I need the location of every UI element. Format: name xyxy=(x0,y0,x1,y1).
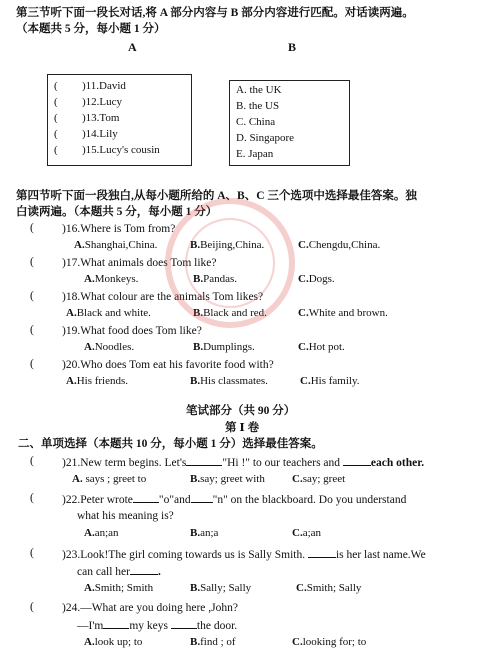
q17-option-c[interactable]: C.Dogs. xyxy=(298,273,335,285)
q22-option-c[interactable]: C.a;an xyxy=(292,527,322,539)
question-23-stem xyxy=(62,547,426,562)
matching-item-a-label: 12.Lucy xyxy=(85,96,123,108)
question-22-stem xyxy=(62,492,406,507)
matching-item-a-label: 15.Lucy's cousin xyxy=(85,144,160,156)
q22-stem-a: )22.Peter wrote xyxy=(62,494,133,506)
q19-option-a[interactable]: A.Noodles. xyxy=(84,341,135,353)
q24-stem2-b: my keys xyxy=(129,620,169,632)
q24-option-c[interactable]: C.looking for; to xyxy=(292,636,367,648)
q17-option-b[interactable]: B.Pandas. xyxy=(193,273,238,285)
answer-paren-open: ( xyxy=(54,128,58,140)
q20-option-a[interactable]: A.His friends. xyxy=(66,375,129,387)
q23-blank-1[interactable] xyxy=(308,547,336,558)
q24-blank-1[interactable] xyxy=(103,618,129,629)
matching-item-b: A. the UK xyxy=(236,84,282,96)
q22-blank-2[interactable] xyxy=(191,492,213,503)
q24-stem2-c: the door. xyxy=(196,620,238,632)
q23-option-a[interactable]: A.Smith; Smith xyxy=(84,582,154,594)
answer-paren: ( xyxy=(30,358,34,370)
answer-paren-open: ( xyxy=(54,112,58,124)
answer-paren: ( xyxy=(30,547,34,559)
answer-paren: ( xyxy=(30,455,34,467)
matching-item-a[interactable] xyxy=(82,80,126,92)
q22-stem-c: "n" on the blackboard. Do you understand xyxy=(212,494,407,506)
q21-option-b[interactable]: B.say; greet with xyxy=(190,473,265,485)
q21-option-c[interactable]: C.say; greet xyxy=(292,473,346,485)
answer-paren: ( xyxy=(30,290,34,302)
answer-paren-close: ) xyxy=(82,80,86,92)
q18-option-b[interactable]: B.Black and red. xyxy=(193,307,267,319)
answer-paren-close: ) xyxy=(82,144,86,156)
q17-option-a[interactable]: A.Monkeys. xyxy=(84,273,139,285)
matching-item-a[interactable] xyxy=(82,144,160,156)
section4-title-cont: 白读两遍。（本题共 5 分，每小题 1 分） xyxy=(16,206,218,218)
answer-paren-close: ) xyxy=(82,128,86,140)
q20-option-c[interactable]: C.His family. xyxy=(300,375,360,387)
q23-option-c[interactable]: C.Smith; Sally xyxy=(296,582,362,594)
question-20-stem: )20.Who does Tom eat his favorite food with? xyxy=(62,359,274,371)
matching-item-b: B. the US xyxy=(236,100,280,112)
answer-paren: ( xyxy=(30,492,34,504)
answer-paren-open: ( xyxy=(54,80,58,92)
q23-stem2-a: can call her xyxy=(77,566,130,578)
section3-note: （本题共 5 分，每小题 1 分） xyxy=(16,23,166,35)
answer-paren: ( xyxy=(30,601,34,613)
q18-option-c[interactable]: C.White and brown. xyxy=(298,307,388,319)
matching-item-a-label: 14.Lily xyxy=(85,128,118,140)
q21-option-a[interactable]: A. says ; greet to xyxy=(72,473,147,485)
question-24-stem: )24.—What are you doing here ,John? xyxy=(62,602,238,614)
written-heading: 笔试部分（共 90 分） xyxy=(186,405,296,417)
q16-option-b[interactable]: B.Beijing,China. xyxy=(190,239,265,251)
matching-item-b: E. Japan xyxy=(236,148,274,160)
q24-option-b[interactable]: B.find ; of xyxy=(190,636,236,648)
q23-stem-b: is her last name.We xyxy=(335,549,426,561)
q23-option-b[interactable]: B.Sally; Sally xyxy=(190,582,252,594)
section4-title: 第四节听下面一段独白,从每小题所给的 A、B、C 三个选项中选择最佳答案。独 xyxy=(16,190,417,202)
matching-item-a[interactable] xyxy=(82,96,122,108)
answer-paren-open: ( xyxy=(54,96,58,108)
answer-paren-close: ) xyxy=(82,112,86,124)
question-17-stem: )17.What animals does Tom like? xyxy=(62,257,217,269)
q22-option-b[interactable]: B.an;a xyxy=(190,527,219,539)
q19-option-c[interactable]: C.Hot pot. xyxy=(298,341,345,353)
q23-stem2-b: . xyxy=(158,566,161,578)
question-24-stem-line2 xyxy=(77,618,237,633)
q19-option-b[interactable]: B.Dumplings. xyxy=(193,341,255,353)
matching-item-a[interactable] xyxy=(82,128,118,140)
q24-blank-2[interactable] xyxy=(171,618,197,629)
question-16-stem: )16.Where is Tom from? xyxy=(62,223,176,235)
question-23-stem-line2 xyxy=(77,564,161,579)
q22-blank-1[interactable] xyxy=(133,492,159,503)
q23-stem-a: )23.Look!The girl coming towards us is Sally Smith. xyxy=(62,549,306,561)
question-19-stem: )19.What food does Tom like? xyxy=(62,325,202,337)
q21-stem-a: )21.New term begins. Let's xyxy=(62,457,187,469)
q21-stem-b: "Hi !" to our teachers and xyxy=(222,457,341,469)
column-b-header: B xyxy=(288,40,297,54)
q23-blank-2[interactable] xyxy=(130,564,158,575)
q22-stem-b: "o"and xyxy=(158,494,191,506)
answer-paren: ( xyxy=(30,222,34,234)
q24-stem2-a: —I'm xyxy=(77,620,104,632)
q18-option-a[interactable]: A.Black and white. xyxy=(66,307,151,319)
volume-heading: 第 Ⅰ 卷 xyxy=(225,422,260,434)
answer-paren-close: ) xyxy=(82,96,86,108)
answer-paren: ( xyxy=(30,256,34,268)
section3-title: 第三节听下面一段长对话,将 A 部分内容与 B 部分内容进行匹配。对话读两遍。 xyxy=(16,7,414,19)
matching-item-b: C. China xyxy=(236,116,276,128)
q16-option-a[interactable]: A.Shanghai,China. xyxy=(74,239,158,251)
column-a-header: A xyxy=(128,40,137,54)
q24-option-a[interactable]: A.look up; to xyxy=(84,636,143,648)
question-21-stem xyxy=(62,455,424,470)
matching-item-a-label: 13.Tom xyxy=(85,112,120,124)
answer-paren-open: ( xyxy=(54,144,58,156)
matching-item-a[interactable] xyxy=(82,112,119,124)
question-22-stem-line2: what his meaning is? xyxy=(77,510,174,522)
part2-title: 二、单项选择（本题共 10 分，每小题 1 分）选择最佳答案。 xyxy=(18,438,323,450)
question-18-stem: )18.What colour are the animals Tom likes? xyxy=(62,291,264,303)
q20-option-b[interactable]: B.His classmates. xyxy=(190,375,268,387)
q21-blank-1[interactable] xyxy=(186,455,222,466)
q21-blank-2[interactable] xyxy=(343,455,371,466)
matching-item-b: D. Singapore xyxy=(236,132,295,144)
matching-item-a-label: 11.David xyxy=(85,80,126,92)
q21-stem-c: each other. xyxy=(370,457,425,469)
answer-paren: ( xyxy=(30,324,34,336)
q22-option-a[interactable]: A.an;an xyxy=(84,527,119,539)
q16-option-c[interactable]: C.Chengdu,China. xyxy=(298,239,381,251)
